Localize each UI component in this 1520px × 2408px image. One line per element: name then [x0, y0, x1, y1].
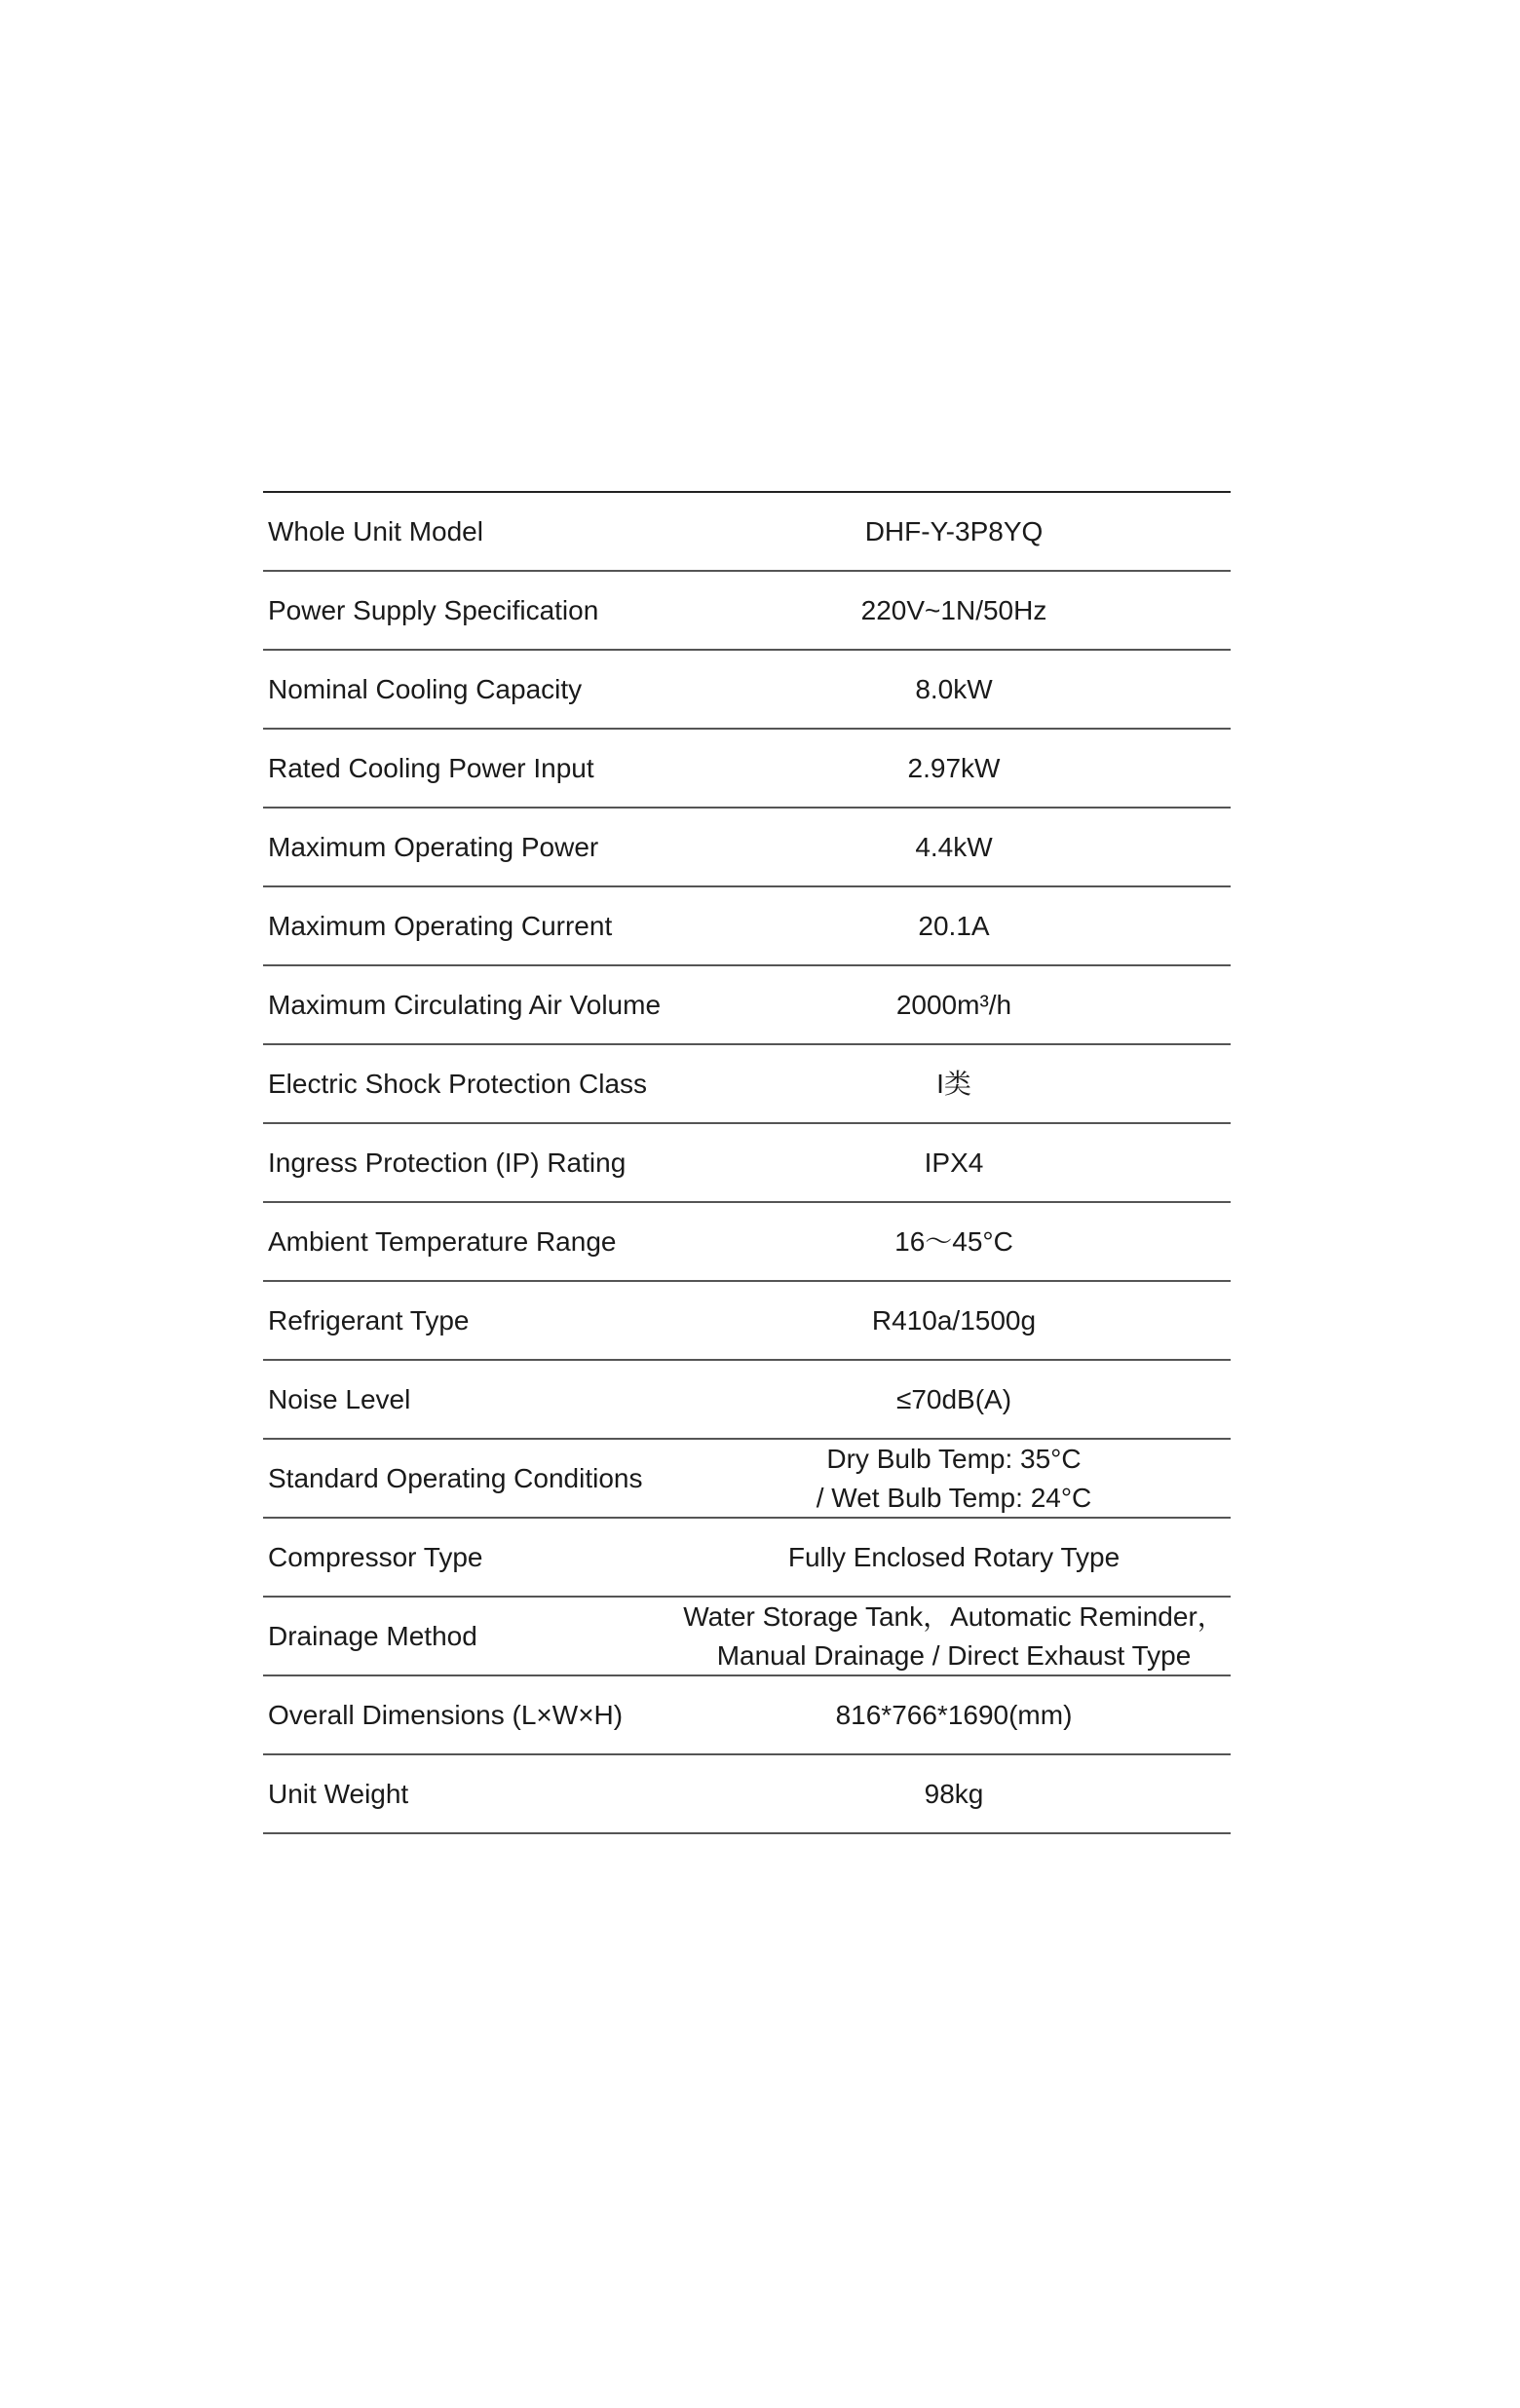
- row-label: Overall Dimensions (L×W×H): [268, 1699, 624, 1730]
- row-value: IPX4: [924, 1147, 984, 1178]
- row-value: DHF-Y-3P8YQ: [864, 515, 1044, 546]
- table-row: [263, 1361, 1231, 1440]
- row-value: 2000m³/h: [895, 989, 1012, 1020]
- row-label: Noise Level: [268, 1383, 411, 1414]
- row-value: 16～45°C: [894, 1225, 1013, 1257]
- spec-table: [263, 491, 1231, 1834]
- table-row: [263, 1519, 1231, 1598]
- table-row: [263, 1440, 1231, 1519]
- row-label: Rated Cooling Power Input: [268, 752, 594, 783]
- row-value: 816*766*1690(mm): [835, 1699, 1073, 1730]
- row-label: Unit Weight: [268, 1778, 409, 1809]
- row-label: Nominal Cooling Capacity: [268, 673, 583, 704]
- table-row: [263, 730, 1231, 809]
- row-label: Standard Operating Conditions: [268, 1462, 643, 1493]
- row-label: Refrigerant Type: [268, 1304, 470, 1336]
- table-row: [263, 1124, 1231, 1203]
- row-value: 220V~1N/50Hz: [860, 594, 1047, 625]
- table-row: [263, 1045, 1231, 1124]
- row-value: 2.97kW: [907, 752, 1001, 783]
- row-value: 20.1A: [918, 910, 990, 941]
- row-label: Ambient Temperature Range: [268, 1225, 617, 1257]
- row-value: 98kg: [924, 1778, 984, 1809]
- row-value: ≤70dB(A): [895, 1383, 1012, 1414]
- row-value: 8.0kW: [915, 673, 993, 704]
- row-value: Fully Enclosed Rotary Type: [787, 1541, 1121, 1572]
- table-row: [263, 809, 1231, 887]
- table-row: [263, 966, 1231, 1045]
- row-label: Maximum Operating Power: [268, 831, 599, 862]
- row-label: Ingress Protection (IP) Rating: [268, 1147, 627, 1178]
- row-value: Water Storage Tank，Automatic Reminder， Manual Drainage / Direct Exhaust Type: [683, 1600, 1225, 1671]
- row-label: Maximum Operating Current: [268, 910, 613, 941]
- row-value: I类: [936, 1068, 971, 1099]
- row-label: Power Supply Specification: [268, 594, 599, 625]
- row-label: Drainage Method: [268, 1620, 477, 1651]
- row-label: Electric Shock Protection Class: [268, 1068, 648, 1099]
- row-label: Compressor Type: [268, 1541, 483, 1572]
- row-label: Maximum Circulating Air Volume: [268, 989, 662, 1020]
- table-row: [263, 651, 1231, 730]
- table-row: [263, 1676, 1231, 1755]
- table-row: [263, 1203, 1231, 1282]
- row-value: 4.4kW: [915, 831, 993, 862]
- row-label: Whole Unit Model: [268, 515, 483, 546]
- table-row: [263, 572, 1231, 651]
- table-row: [263, 887, 1231, 966]
- row-value: Dry Bulb Temp: 35°C / Wet Bulb Temp: 24°C: [816, 1443, 1092, 1513]
- table-row: [263, 1598, 1231, 1676]
- table-row: [263, 493, 1231, 572]
- row-value: R410a/1500g: [871, 1304, 1037, 1336]
- table-row: [263, 1755, 1231, 1834]
- table-row: [263, 1282, 1231, 1361]
